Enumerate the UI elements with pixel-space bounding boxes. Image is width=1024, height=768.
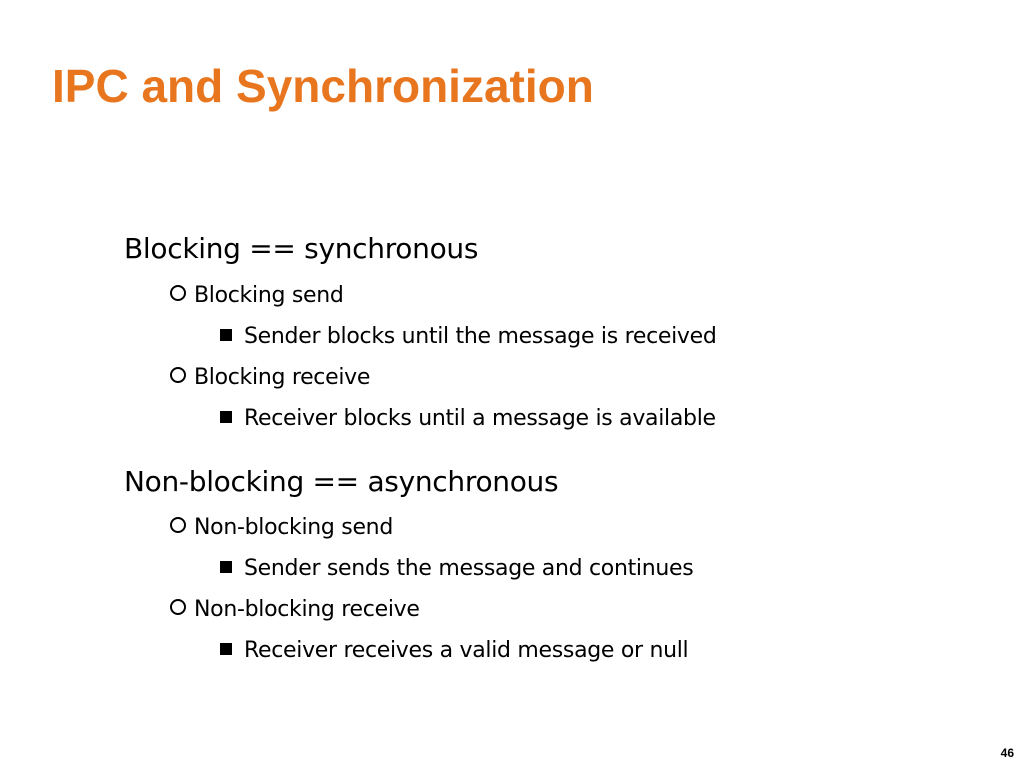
bullet-text: Non-blocking receive (194, 597, 420, 622)
bullet-text: Blocking send (194, 283, 344, 308)
bullet-level2 (170, 514, 393, 542)
bullet-level3 (220, 323, 717, 351)
hollow-circle-bullet-icon (170, 517, 186, 533)
page-number: 46 (1000, 746, 1014, 760)
filled-square-bullet-icon (220, 329, 232, 341)
filled-square-bullet-icon (220, 561, 232, 573)
bullet-text: Sender sends the message and continues (244, 556, 694, 581)
bullet-level1 (124, 465, 558, 499)
filled-square-bullet-icon (220, 643, 232, 655)
bullet-text: Non-blocking == asynchronous (124, 465, 559, 498)
hollow-circle-bullet-icon (170, 285, 186, 301)
hollow-circle-bullet-icon (170, 599, 186, 615)
bullet-text: Non-blocking send (194, 515, 393, 540)
bullet-level3 (220, 405, 716, 433)
hollow-circle-bullet-icon (170, 367, 186, 383)
bullet-level2 (170, 364, 370, 392)
bullet-level3 (220, 555, 693, 583)
bullet-text: Blocking receive (194, 365, 371, 390)
bullet-text: Receiver blocks until a message is available (244, 406, 716, 431)
bullet-level2 (170, 596, 420, 624)
bullet-level1 (124, 232, 478, 266)
bullet-text: Receiver receives a valid message or null (244, 638, 689, 663)
slide-title: IPC and Synchronization (52, 60, 594, 112)
bullet-level3 (220, 637, 688, 665)
bullet-text: Sender blocks until the message is received (244, 324, 717, 349)
bullet-text: Blocking == synchronous (124, 232, 479, 265)
bullet-level2 (170, 282, 344, 310)
filled-square-bullet-icon (220, 411, 232, 423)
